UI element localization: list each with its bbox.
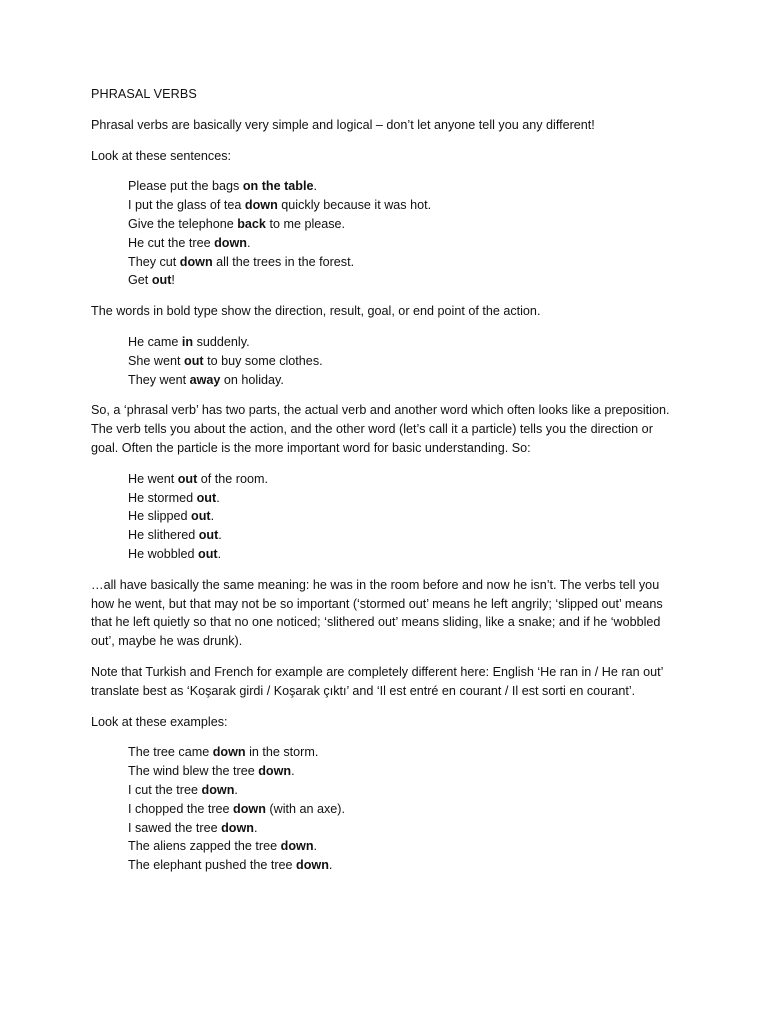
bold-particle: down [179, 254, 213, 269]
example-sentence [128, 526, 681, 545]
example-text: He came [128, 334, 182, 349]
bold-particle: out [198, 546, 218, 561]
example-sentence [128, 743, 681, 762]
example-text: suddenly. [193, 334, 250, 349]
example-text: I cut the tree [128, 782, 202, 797]
example-text: Give the telephone [128, 216, 238, 231]
example-text: on holiday. [220, 372, 284, 387]
bold-particle: out [177, 471, 198, 486]
example-text: He slithered [128, 528, 199, 543]
bold-particle: back [237, 216, 266, 231]
example-sentence [128, 819, 681, 838]
example-sentence [128, 781, 681, 800]
bold-particle: in [181, 334, 194, 349]
look-examples-paragraph: Look at these examples: [91, 714, 228, 729]
intro-paragraph: Phrasal verbs are basically very simple and logical – don’t let anyone tell you any different! [91, 117, 595, 132]
same-meaning-paragraph: …all have basically the same meaning: he was in the room before and now he isn’t. The verbs tell you how he went, but that may not be so important (‘stormed out’ means he left angrily; ‘slipped out’ means that he left quietly so that no one noticed; ‘slithered out’ means sliding, like a snake; and if he ‘wobbled out’, maybe he was drunk). [91, 577, 663, 649]
example-sentence [128, 177, 681, 196]
example-text: She went [128, 353, 185, 368]
example-sentence [128, 800, 681, 819]
example-text: (with an axe). [265, 801, 345, 816]
bold-particle: away [189, 372, 221, 387]
bold-particle: down [214, 235, 247, 250]
bold-particle: down [280, 839, 314, 854]
example-text: quickly because it was hot. [277, 198, 432, 213]
example-list [91, 177, 681, 290]
bold-particle: down [201, 782, 235, 797]
bold-particle: out [196, 490, 217, 505]
example-sentence [128, 489, 681, 508]
example-sentence [128, 470, 681, 489]
example-text: I chopped the tree [128, 801, 234, 816]
bold-particle: down [233, 801, 266, 816]
example-sentence [128, 545, 681, 564]
example-text: The elephant pushed the tree [128, 858, 297, 873]
example-sentence [128, 271, 681, 290]
example-text: I put the glass of tea [128, 198, 245, 213]
example-text: The tree came [128, 745, 213, 760]
example-text: The aliens zapped the tree [128, 839, 281, 854]
example-text: I sawed the tree [128, 820, 222, 835]
example-text: He stormed [128, 490, 197, 505]
example-text: all the trees in the forest. [212, 254, 355, 269]
bold-particle: down [258, 764, 292, 779]
bold-particle: out [184, 353, 204, 368]
example-text: Get [128, 273, 152, 288]
example-text: . [218, 528, 222, 543]
two-parts-paragraph: So, a ‘phrasal verb’ has two parts, the actual verb and another word which often looks like a preposition. The verb tells you about the action, and the other word (let’s call it a particle) tells you the direction or goal. Often the particle is the more important word for basic understanding. So: [91, 403, 670, 455]
bold-particle: out [198, 528, 219, 543]
example-text: . [291, 764, 295, 779]
example-text: to me please. [265, 216, 346, 231]
example-text: They cut [128, 254, 180, 269]
example-text: . [216, 490, 220, 505]
example-text: . [246, 235, 251, 250]
example-sentence [128, 837, 681, 856]
example-sentence [128, 352, 681, 371]
example-text: He slipped [128, 509, 192, 524]
example-text: The wind blew the tree [128, 764, 259, 779]
example-list [91, 470, 681, 564]
example-text: ! [171, 273, 175, 288]
example-text: . [313, 179, 317, 194]
example-sentence [128, 762, 681, 781]
example-sentence [128, 215, 681, 234]
example-text: . [210, 509, 215, 524]
example-sentence [128, 333, 681, 352]
example-text: in the storm. [245, 745, 319, 760]
document-title: PHRASAL VERBS [91, 87, 197, 101]
example-list [91, 333, 681, 389]
example-text: He cut the tree [128, 235, 215, 250]
bold-particle: out [191, 509, 211, 524]
bold-particle: down [244, 198, 278, 213]
example-list [91, 743, 681, 875]
bold-explanation-paragraph: The words in bold type show the direction, result, goal, or end point of the action. [91, 304, 541, 319]
bold-particle: on the table [242, 179, 314, 194]
example-sentence [128, 196, 681, 215]
example-text: . [328, 858, 333, 873]
example-text: of the room. [197, 471, 268, 486]
bold-particle: out [151, 273, 172, 288]
example-sentence [128, 234, 681, 253]
bold-particle: down [296, 858, 329, 873]
example-sentence [128, 371, 681, 390]
turkish-french-paragraph: Note that Turkish and French for example are completely different here: English ‘He ran in / He ran out’ translate best as ‘Koşarak girdi / Koşarak çıktı’ and ‘Il est entré en courant / Il est sorti en courant’. [91, 664, 663, 698]
example-text: . [253, 820, 258, 835]
example-text: He wobbled [128, 546, 199, 561]
example-text: . [313, 839, 318, 854]
bold-particle: down [212, 745, 246, 760]
example-sentence [128, 507, 681, 526]
example-sentence [128, 856, 681, 875]
example-text: They went [128, 372, 190, 387]
example-text: He went [128, 471, 178, 486]
example-text: Please put the bags [128, 179, 243, 194]
example-sentence [128, 253, 681, 272]
look-sentences-paragraph: Look at these sentences: [91, 148, 232, 163]
example-text: . [217, 546, 222, 561]
document-page [91, 85, 681, 887]
example-text: to buy some clothes. [203, 353, 323, 368]
bold-particle: down [221, 820, 254, 835]
example-text: . [234, 782, 238, 797]
